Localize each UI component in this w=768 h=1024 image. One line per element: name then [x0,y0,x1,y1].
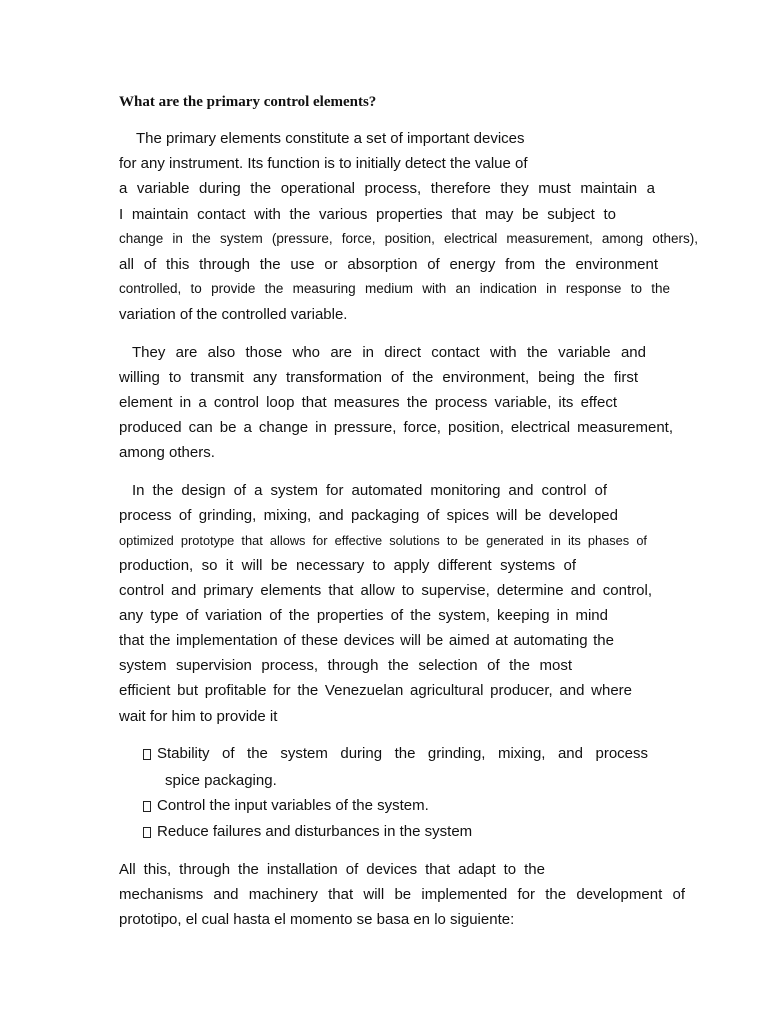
paragraph-line: mechanisms and machinery that will be implemented for the development of [119,886,685,903]
checkbox-bullet-icon [143,827,151,838]
paragraph-line: production, so it will be necessary to apply different systems of [119,557,576,574]
checkbox-bullet-icon [143,749,151,760]
paragraph-line: In the design of a system for automated monitoring and control of [132,482,607,499]
document-heading: What are the primary control elements? [119,94,377,110]
paragraph-line: optimized prototype that allows for effective solutions to be generated in its phases of [119,533,647,548]
paragraph-line: efficient but profitable for the Venezuelan agricultural producer, and where [119,682,632,699]
paragraph-line: all of this through the use or absorption of energy from the environment [119,256,658,273]
paragraph-line: controlled, to provide the measuring medium with an indication in response to the [119,281,670,296]
paragraph-line: for any instrument. Its function is to initially detect the value of [119,155,528,172]
bullet-item [143,797,429,815]
paragraph-line: produced can be a change in pressure, force, position, electrical measurement, [119,419,673,436]
bullet-text: Control the input variables of the system. [157,797,429,814]
paragraph-line: process of grinding, mixing, and packaging of spices will be developed [119,507,618,524]
paragraph-line: any type of variation of the properties of the system, keeping in mind [119,607,608,624]
paragraph-line: willing to transmit any transformation of the environment, being the first [119,369,638,386]
paragraph-line: All this, through the installation of devices that adapt to the [119,861,545,878]
paragraph-line: control and primary elements that allow to supervise, determine and control, [119,582,652,599]
bullet-item [143,745,648,763]
paragraph-line: I maintain contact with the various properties that may be subject to [119,206,616,223]
paragraph-line: among others. [119,444,215,461]
bullet-text: Reduce failures and disturbances in the system [157,823,473,840]
paragraph-line: that the implementation of these devices will be aimed at automating the [119,632,614,649]
paragraph-line: a variable during the operational process, therefore they must maintain a [119,180,655,197]
paragraph-line: They are also those who are in direct contact with the variable and [132,344,646,361]
paragraph-line: system supervision process, through the selection of the most [119,657,572,674]
paragraph-line: change in the system (pressure, force, position, electrical measurement, among others), [119,231,698,246]
checkbox-bullet-icon [143,801,151,812]
bullet-text: Stability of the system during the grinding, mixing, and process [157,745,648,762]
paragraph-line: prototipo, el cual hasta el momento se basa en lo siguiente: [119,911,515,928]
paragraph-line: wait for him to provide it [119,708,278,725]
bullet-item [143,823,472,841]
paragraph-line: variation of the controlled variable. [119,306,348,323]
bullet-text-continuation: spice packaging. [165,772,277,789]
paragraph-line: The primary elements constitute a set of important devices [136,130,525,147]
paragraph-line: element in a control loop that measures the process variable, its effect [119,394,617,411]
